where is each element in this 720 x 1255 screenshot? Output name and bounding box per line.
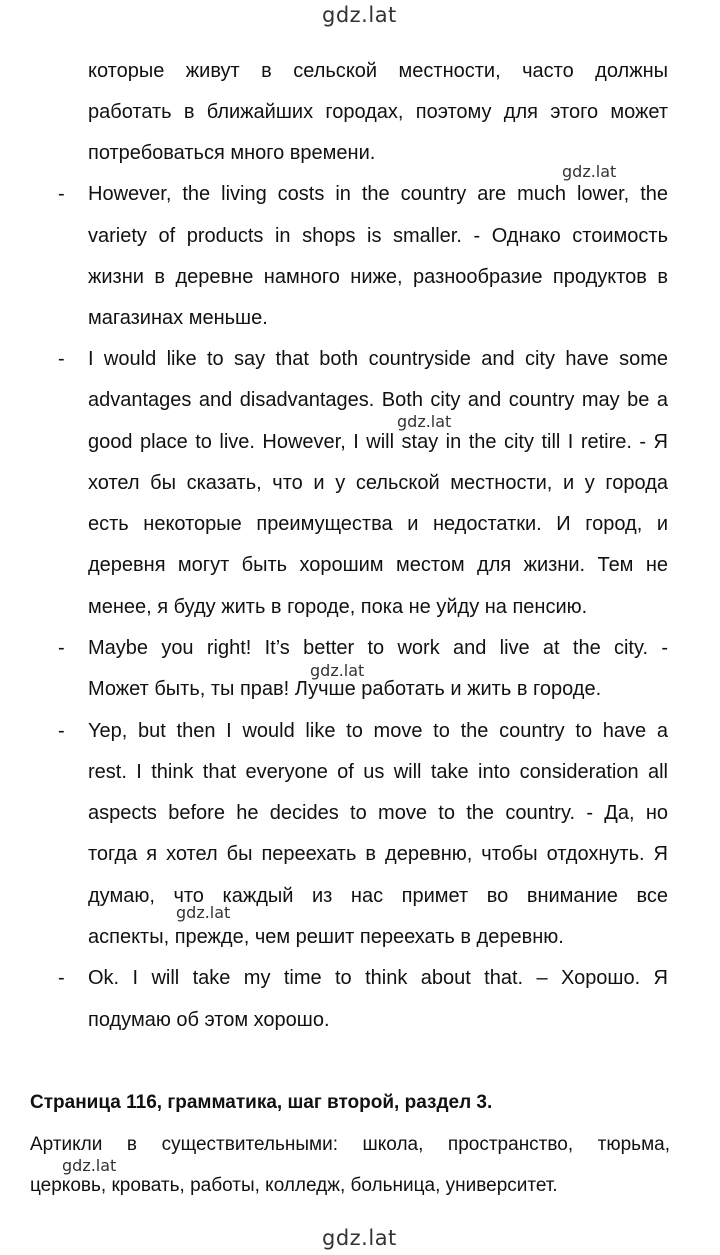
text-line: подумаю об этом хорошо. (88, 1009, 330, 1031)
text-line: However, the living costs in the country are much lower, the (88, 183, 668, 205)
text-line: aspects before he decides to move to the country. - Да, но (88, 802, 668, 824)
text-line: которые живут в сельской местности, часто должны (88, 60, 668, 82)
text-line: деревня могут быть хорошим местом для жизни. Тем не (88, 554, 668, 576)
list-bullet: - (58, 348, 65, 370)
watermark-bottom: gdz.lat (322, 1226, 397, 1250)
text-line: I would like to say that both countryside and city have some (88, 348, 668, 370)
list-bullet: - (58, 637, 65, 659)
note-line: церковь, кровать, работы, колледж, больница, университет. (30, 1175, 558, 1196)
text-line: магазинах меньше. (88, 307, 268, 329)
text-line: думаю, что каждый из нас примет во внимание все (88, 885, 668, 907)
text-line: тогда я хотел бы переехать в деревню, чтобы отдохнуть. Я (88, 843, 668, 865)
watermark-top: gdz.lat (322, 3, 397, 27)
text-line: потребоваться много времени. (88, 142, 376, 164)
list-bullet: - (58, 720, 65, 742)
watermark-inline: gdz.lat (562, 162, 617, 181)
text-line: advantages and disadvantages. Both city and country may be a (88, 389, 668, 411)
text-line: Может быть, ты прав! Лучше работать и жить в городе. (88, 678, 602, 700)
note-line: Артикли в существительными: школа, пространство, тюрьма, (30, 1134, 670, 1155)
text-line: Yep, but then I would like to move to the country to have a (88, 720, 668, 742)
list-bullet: - (58, 183, 65, 205)
watermark-inline: gdz.lat (310, 661, 365, 680)
text-line: Maybe you right! It’s better to work and live at the city. - (88, 637, 668, 659)
watermark-inline: gdz.lat (176, 903, 231, 922)
text-line: good place to live. However, I will stay in the city till I retire. - Я (88, 431, 668, 453)
text-line: variety of products in shops is smaller. - Однако стоимость (88, 225, 668, 247)
watermark-inline: gdz.lat (397, 412, 452, 431)
text-line: аспекты, прежде, чем решит переехать в деревню. (88, 926, 564, 948)
text-line: есть некоторые преимущества и недостатки. И город, и (88, 513, 668, 535)
text-line: менее, я буду жить в городе, пока не уйду на пенсию. (88, 596, 588, 618)
text-line: работать в ближайших городах, поэтому для этого может (88, 101, 668, 123)
text-line: rest. I think that everyone of us will take into consideration all (88, 761, 668, 783)
text-line: хотел бы сказать, что и у сельской местности, и у города (88, 472, 668, 494)
text-line: жизни в деревне намного ниже, разнообразие продуктов в (88, 266, 668, 288)
text-line: Ok. I will take my time to think about that. – Хорошо. Я (88, 967, 668, 989)
section-heading: Страница 116, грамматика, шаг второй, раздел 3. (30, 1092, 493, 1113)
watermark-inline: gdz.lat (62, 1156, 117, 1175)
list-bullet: - (58, 967, 65, 989)
